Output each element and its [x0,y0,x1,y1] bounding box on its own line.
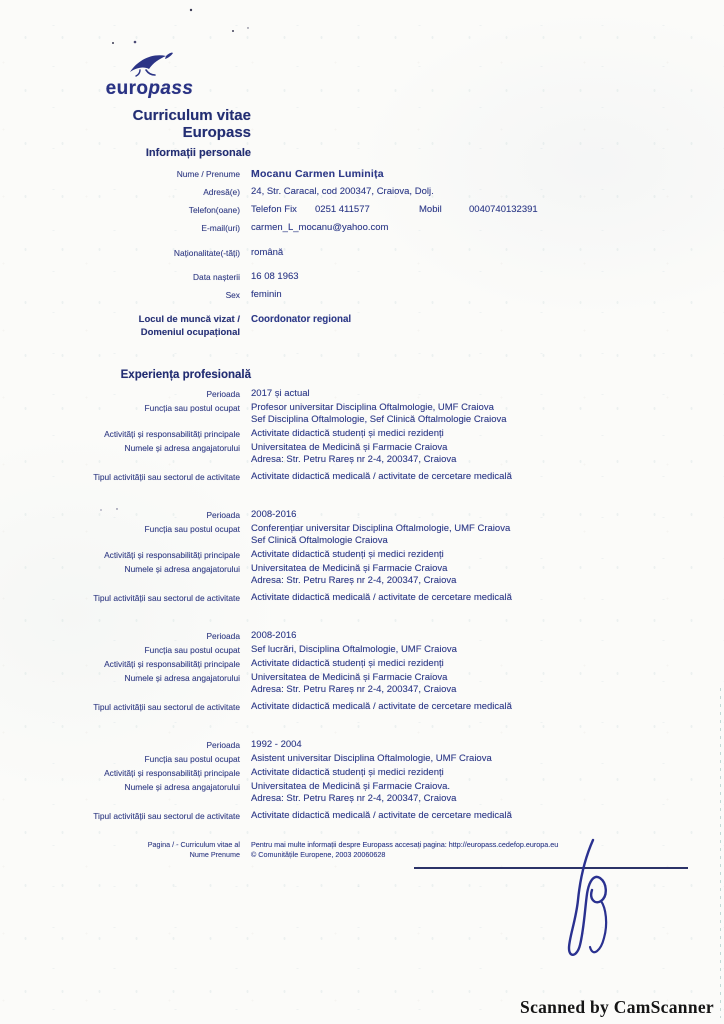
employer-line: Universitatea de Medicină și Farmacie Craiova [251,563,448,574]
title-line-2: Europass [182,124,251,141]
experience-entry [48,739,688,822]
sector-label: Tipul activității sau sectorul de activitate [93,472,240,482]
period-value: 2008-2016 [251,509,297,520]
position-value [251,402,688,426]
row-position [48,753,688,765]
row-period [48,630,688,642]
logo-euro: euro [105,78,149,99]
nationality-label: Naționalitate(-tăți) [173,248,240,258]
sector-value: Activitate didactică medicală / activitate de cercetare medicală [251,810,512,821]
sector-label: Tipul activității sau sectorul de activitate [93,811,240,821]
row-position [48,644,688,656]
period-label: Perioada [206,740,240,750]
mobile-value: 0040740132391 [469,204,538,215]
experience-entry [48,509,688,604]
job-target-value: Coordonator regional [251,314,352,325]
handwritten-signature [549,836,629,968]
footer-name-label: Nume Prenume [189,849,240,859]
row-sex [48,289,688,301]
job-target-label-line-2: Domeniul ocupațional [140,326,240,338]
employer-label: Numele și adresa angajatorului [124,673,240,683]
position-value [251,523,688,547]
europass-wordmark [48,78,251,100]
europass-bird-icon [126,50,174,77]
job-target-label [48,314,251,339]
phone-fix-label: Telefon Fix [251,204,297,215]
activities-value: Activitate didactică studenți și medici rezidenți [251,658,444,669]
sector-label: Tipul activității sau sectorul de activitate [93,702,240,712]
employer-line: Adresa: Str. Petru Rareș nr 2-4, 200347, Craiova [251,454,457,465]
position-value: Sef lucrări, Disciplina Oftalmologie, UMF Craiova [251,644,457,655]
phone-values [251,204,688,216]
row-period [48,388,688,400]
sector-value: Activitate didactică medicală / activitate de cercetare medicală [251,701,512,712]
logo-pass: pass [148,78,194,99]
sector-value: Activitate didactică medicală / activitate de cercetare medicală [251,592,512,603]
row-sector [48,592,688,604]
europass-logo [48,50,251,100]
position-label: Funcția sau postul ocupat [144,754,240,764]
activities-value: Activitate didactică studenți și medici rezidenți [251,549,444,560]
row-phone [48,204,688,216]
scan-edge-marks [720,688,722,1018]
footer-page-label: Pagina / - Curriculum vitae al [147,840,240,849]
employer-value [251,563,688,587]
employer-line: Adresa: Str. Petru Rareș nr 2-4, 200347, Craiova [251,793,457,804]
footer-left [48,840,251,859]
employer-label: Numele și adresa angajatorului [124,564,240,574]
row-activities [48,767,688,779]
activities-label: Activități și responsabilități principale [104,550,240,560]
position-line: Sef Disciplina Oftalmologie, Sef Clinică Oftalmologie Craiova [251,414,507,425]
experience-entry [48,630,688,713]
position-line: Profesor universitar Disciplina Oftalmologie, UMF Craiova [251,402,494,413]
birthdate-label: Data nașterii [192,272,240,282]
position-label: Funcția sau postul ocupat [144,645,240,655]
row-position [48,523,688,547]
row-employer [48,672,688,696]
nationality-value: română [251,247,284,258]
row-employer [48,563,688,587]
period-label: Perioada [206,510,240,520]
employer-line: Universitatea de Medicină și Farmacie Craiova. [251,781,451,792]
sex-value: feminin [251,289,282,300]
employer-label: Numele și adresa angajatorului [124,443,240,453]
employer-label: Numele și adresa angajatorului [124,782,240,792]
row-employer [48,781,688,805]
position-label: Funcția sau postul ocupat [144,524,240,534]
row-birthdate [48,271,688,283]
row-name [48,168,688,180]
email-label: E-mail(uri) [201,223,240,233]
activities-label: Activități și responsabilități principale [104,768,240,778]
row-sector [48,701,688,713]
scanned-by-watermark: Scanned by CamScanner [520,997,714,1017]
footer-info-line: Pentru mai multe informații despre Europass accesați pagina: http://europass.cedefop.europa.eu [251,840,559,849]
row-employer [48,442,688,466]
period-value: 2017 și actual [251,388,310,399]
employer-value [251,442,688,466]
position-label: Funcția sau postul ocupat [144,403,240,413]
row-activities [48,658,688,670]
birthdate-value: 16 08 1963 [251,271,299,282]
activities-value: Activitate didactică studenți și medici rezidenți [251,428,444,439]
position-line: Conferențiar universitar Disciplina Oftalmologie, UMF Craiova [251,523,511,534]
row-job-target [48,314,688,339]
phone-fix-value: 0251 411577 [315,204,370,215]
job-target-label-line-1: Locul de muncă vizat / [138,314,240,325]
employer-line: Universitatea de Medicină și Farmacie Craiova [251,442,448,453]
period-label: Perioada [206,389,240,399]
address-value: 24, Str. Caracal, cod 200347, Craiova, Dolj. [251,186,434,197]
period-value: 2008-2016 [251,630,297,641]
sector-label: Tipul activității sau sectorul de activitate [93,593,240,603]
email-value: carmen_L_mocanu@yahoo.com [251,222,389,233]
experience-entry [48,388,688,483]
row-position [48,402,688,426]
employer-value [251,672,688,696]
row-sector [48,471,688,483]
position-line: Sef Clinică Oftalmologie Craiova [251,535,388,546]
period-label: Perioada [206,631,240,641]
name-value: Mocanu Carmen Luminița [251,168,384,180]
phone-label: Telefon(oane) [188,205,240,215]
sector-value: Activitate didactică medicală / activitate de cercetare medicală [251,471,512,482]
mobile-label: Mobil [419,204,442,215]
sex-label: Sex [225,290,240,300]
activities-label: Activități și responsabilități principale [104,659,240,669]
title-line-1: Curriculum vitae [132,107,251,124]
row-period [48,509,688,521]
employer-line: Adresa: Str. Petru Rareș nr 2-4, 200347, Craiova [251,575,457,586]
name-label: Nume / Prenume [176,169,240,179]
employer-line: Adresa: Str. Petru Rareș nr 2-4, 200347, Craiova [251,684,457,695]
section-heading-experience: Experiența profesională [120,369,251,381]
period-value: 1992 - 2004 [251,739,302,750]
row-sector [48,810,688,822]
position-value: Asistent universitar Disciplina Oftalmologie, UMF Craiova [251,753,492,764]
activities-value: Activitate didactică studenți și medici rezidenți [251,767,444,778]
activities-label: Activități și responsabilități principale [104,429,240,439]
row-nationality [48,247,688,259]
employer-value [251,781,688,805]
row-email [48,222,688,234]
section-heading-personal: Informații personale [145,147,251,159]
row-period [48,739,688,751]
cv-document [48,50,688,865]
row-activities [48,428,688,440]
address-label: Adresă(e) [203,187,240,197]
scan-artifact-dots [0,0,2,2]
employer-line: Universitatea de Medicină și Farmacie Craiova [251,672,448,683]
row-activities [48,549,688,561]
footer-copyright-line: © Comunitățile Europene, 2003 20060628 [251,849,386,859]
row-address [48,186,688,198]
document-title [48,107,251,141]
